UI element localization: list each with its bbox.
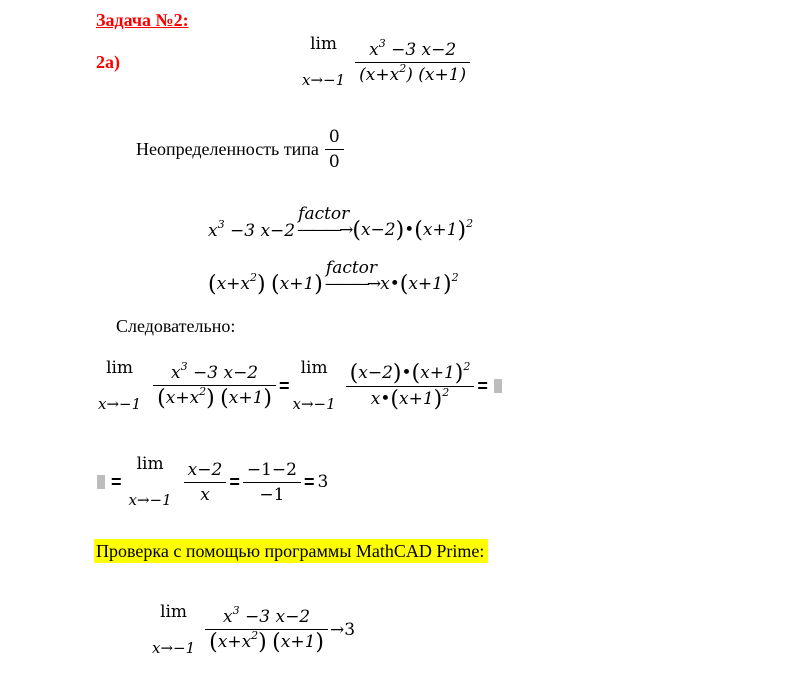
check-text: Проверка с помощью программы MathCAD Prime: [94, 539, 488, 563]
limit-operator: lim x→−1 [292, 358, 336, 413]
factor-denominator-line: $(x+x^2)$ (x+1) factor ———→ $x•(x+1)^2$ [208, 257, 459, 297]
solution-step-2 [94, 452, 328, 512]
substituted-fraction: $\frac{-1-2}{-1}$ [243, 458, 301, 507]
zero-over-zero: $\frac{0}{0}$ [325, 125, 344, 174]
task-title: Задача №2: [96, 10, 189, 30]
therefore-text: Следовательно: [116, 316, 236, 336]
placeholder-box[interactable] [97, 475, 105, 489]
check-banner [94, 541, 488, 562]
equals-sign: = [279, 375, 290, 396]
uncertainty-text: Неопределенность типа [136, 139, 319, 159]
check-fraction: $\frac{x^3 -3 x-2}{(x+x^2) (x+1)}$ [205, 605, 328, 655]
solution-step-1 [98, 356, 505, 416]
equals-sign: = [303, 471, 315, 492]
check-result: 3 [344, 620, 356, 640]
limit-result: 3 [317, 472, 329, 492]
original-fraction: $\frac{x^3 -3 x-2}{(x+x^2) (x+1)}$ [153, 361, 276, 411]
limit-operator: lim x→−1 [152, 602, 196, 657]
factor-arrow: factor ———→ [324, 257, 379, 294]
uncertainty-line [136, 125, 344, 174]
placeholder-box[interactable] [494, 379, 502, 393]
sub-label: 2а) [96, 52, 120, 72]
limit-fraction: $\frac{x^3 -3 x-2}{(x+x^2) (x+1)}$ [355, 38, 470, 87]
factor-numerator-line: $x^3 -3$ x−2 factor ———→ $(x-2)•(x+1)^2$ [208, 203, 474, 243]
limit-operator: lim x→−1 [128, 454, 172, 509]
equals-sign: = [229, 471, 240, 492]
equals-sign: = [477, 375, 488, 396]
mathcad-check [152, 600, 355, 660]
simplified-fraction: $\frac{x-2}{x}$ [184, 458, 227, 507]
limit-expression [302, 32, 470, 92]
factored-fraction: $\frac{(x-2)•(x+1)^2}{x•(x+1)^2}$ [346, 361, 475, 412]
limit-operator: lim x→−1 [302, 34, 346, 89]
limit-operator: lim x→−1 [98, 358, 142, 413]
equals-sign: = [111, 471, 122, 492]
factor-arrow: factor ———→ [297, 203, 351, 240]
symbolic-arrow: → [330, 620, 345, 640]
